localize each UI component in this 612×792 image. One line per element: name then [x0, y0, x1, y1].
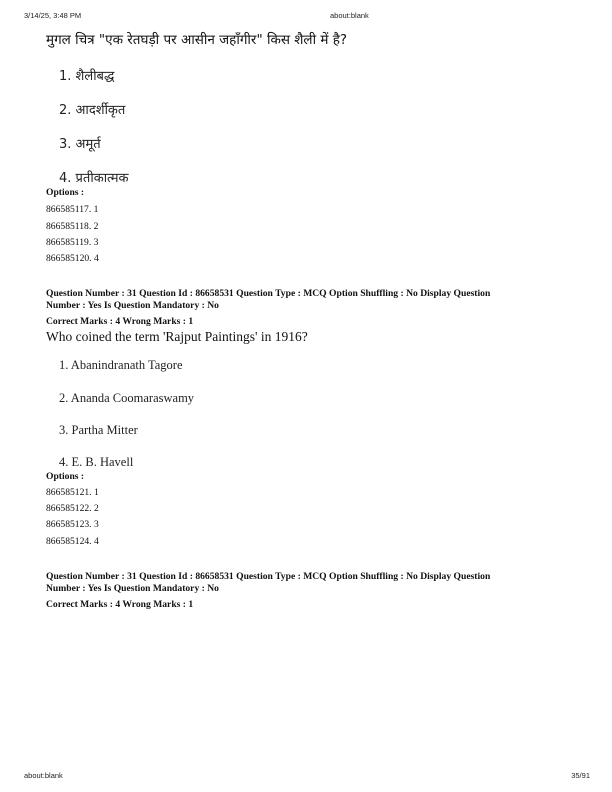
option-code: 866585120. 4	[46, 253, 99, 264]
option-code: 866585118. 2	[46, 221, 99, 232]
option-code: 866585124. 4	[46, 536, 99, 547]
question-meta-line2: Number : Yes Is Question Mandatory : No	[46, 300, 219, 311]
option-code: 866585122. 2	[46, 503, 99, 514]
choice-1: 1. Abanindranath Tagore	[59, 358, 183, 372]
option-code: 866585117. 1	[46, 204, 99, 215]
print-datetime: 3/14/25, 3:48 PM	[24, 11, 82, 20]
question-meta-line1: Question Number : 31 Question Id : 86658531 Question Type : MCQ Option Shuffling : No Display Question	[46, 288, 491, 299]
choice-3: 3. अमूर्त	[59, 137, 101, 152]
question-meta-line2: Number : Yes Is Question Mandatory : No	[46, 583, 219, 594]
choice-2: 2. आदर्शीकृत	[59, 103, 126, 118]
choice-1: 1. शैलीबद्ध	[59, 69, 115, 84]
choice-4: 4. E. B. Havell	[59, 455, 134, 469]
print-url: about:blank	[330, 11, 369, 20]
question-meta-line1: Question Number : 31 Question Id : 86658531 Question Type : MCQ Option Shuffling : No Display Question	[46, 571, 491, 582]
choice-2: 2. Ananda Coomaraswamy	[59, 391, 195, 405]
choice-4: 4. प्रतीकात्मक	[59, 171, 129, 186]
options-label: Options :	[46, 471, 85, 482]
option-code: 866585123. 3	[46, 519, 99, 530]
options-label: Options :	[46, 187, 85, 198]
option-code: 866585121. 1	[46, 487, 99, 498]
footer-url: about:blank	[24, 771, 63, 780]
page-number: 35/91	[571, 771, 590, 780]
marks-info: Correct Marks : 4 Wrong Marks : 1	[46, 316, 194, 327]
option-code: 866585119. 3	[46, 237, 99, 248]
question-text-hindi: मुगल चित्र "एक रेतघड़ी पर आसीन जहाँगीर" किस शैली में है?	[46, 32, 348, 48]
question-text: Who coined the term 'Rajput Paintings' in 1916?	[46, 329, 308, 344]
marks-info: Correct Marks : 4 Wrong Marks : 1	[46, 599, 194, 610]
choice-3: 3. Partha Mitter	[59, 423, 138, 437]
